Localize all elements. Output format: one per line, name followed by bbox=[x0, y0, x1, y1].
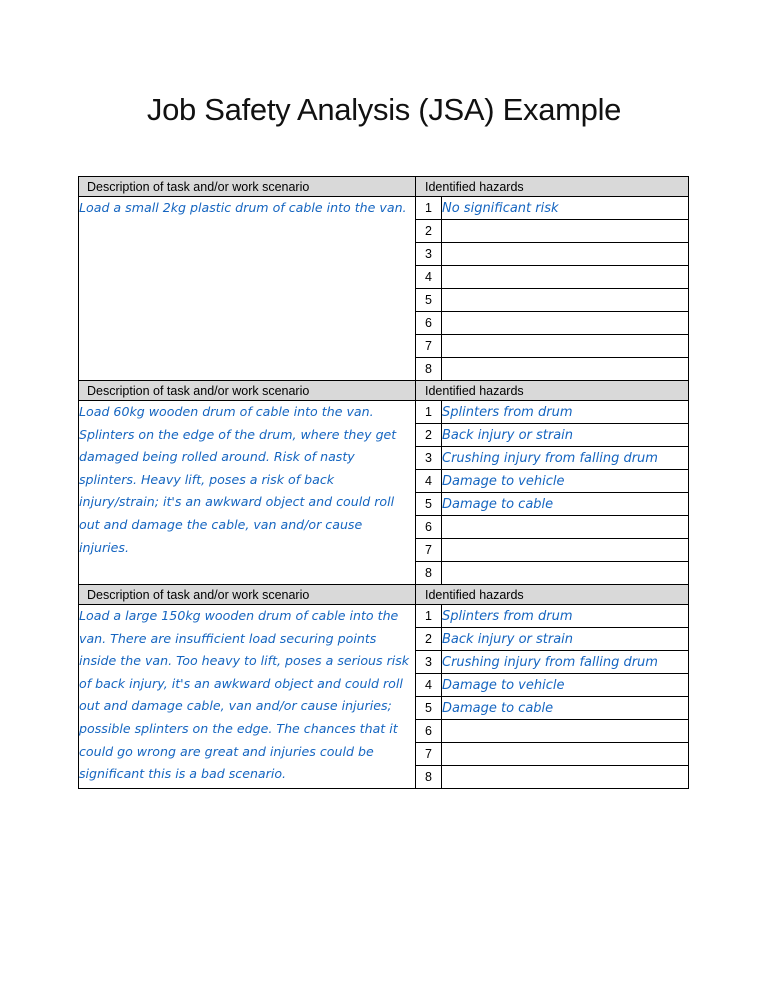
hazard-number: 5 bbox=[416, 493, 442, 516]
hazard-number: 7 bbox=[416, 335, 442, 358]
hazard-number: 8 bbox=[416, 358, 442, 381]
hazard-number: 4 bbox=[416, 470, 442, 493]
hazard-text: Splinters from drum bbox=[442, 605, 689, 628]
hazard-number: 8 bbox=[416, 766, 442, 789]
hazard-text bbox=[442, 358, 689, 381]
task-description: Load a large 150kg wooden drum of cable into the van. There are insufficient load securing points inside the van. Too heavy to lift, poses a serious risk of back injury, it's an awkward object and could roll out and damage cable, van and/or cause injuries; possible splinters on the edge. The chances that it could go wrong are great and injuries could be significant this is a bad scenario. bbox=[79, 605, 416, 789]
hazard-text: Damage to vehicle bbox=[442, 674, 689, 697]
hazard-number: 2 bbox=[416, 628, 442, 651]
hazard-text: Splinters from drum bbox=[442, 401, 689, 424]
description-header: Description of task and/or work scenario bbox=[79, 585, 416, 605]
hazards-header: Identified hazards bbox=[416, 381, 689, 401]
hazard-row bbox=[79, 605, 689, 628]
page-title: Job Safety Analysis (JSA) Example bbox=[146, 92, 622, 127]
hazard-number: 2 bbox=[416, 424, 442, 447]
hazard-text bbox=[442, 312, 689, 335]
hazard-number: 6 bbox=[416, 516, 442, 539]
hazard-number: 7 bbox=[416, 743, 442, 766]
jsa-table-body bbox=[79, 177, 689, 789]
description-header: Description of task and/or work scenario bbox=[79, 381, 416, 401]
hazard-number: 3 bbox=[416, 447, 442, 470]
hazard-number: 1 bbox=[416, 605, 442, 628]
section-header-row bbox=[79, 177, 689, 197]
jsa-table bbox=[78, 176, 689, 789]
hazard-text bbox=[442, 720, 689, 743]
hazard-number: 3 bbox=[416, 651, 442, 674]
hazards-header: Identified hazards bbox=[416, 585, 689, 605]
hazard-text: Damage to vehicle bbox=[442, 470, 689, 493]
hazard-number: 6 bbox=[416, 720, 442, 743]
hazard-row bbox=[79, 197, 689, 220]
hazard-text bbox=[442, 539, 689, 562]
hazard-number: 1 bbox=[416, 197, 442, 220]
hazard-number: 2 bbox=[416, 220, 442, 243]
hazard-text: Damage to cable bbox=[442, 493, 689, 516]
description-header: Description of task and/or work scenario bbox=[79, 177, 416, 197]
hazards-header: Identified hazards bbox=[416, 177, 689, 197]
hazard-text: Crushing injury from falling drum bbox=[442, 651, 689, 674]
hazard-number: 3 bbox=[416, 243, 442, 266]
hazard-text bbox=[442, 743, 689, 766]
hazard-text bbox=[442, 335, 689, 358]
section-header-row bbox=[79, 585, 689, 605]
hazard-row bbox=[79, 401, 689, 424]
section-header-row bbox=[79, 381, 689, 401]
hazard-number: 7 bbox=[416, 539, 442, 562]
hazard-text: No significant risk bbox=[442, 197, 689, 220]
hazard-number: 1 bbox=[416, 401, 442, 424]
hazard-number: 4 bbox=[416, 266, 442, 289]
hazard-number: 6 bbox=[416, 312, 442, 335]
hazard-text bbox=[442, 243, 689, 266]
hazard-number: 4 bbox=[416, 674, 442, 697]
hazard-text bbox=[442, 562, 689, 585]
hazard-number: 8 bbox=[416, 562, 442, 585]
task-description: Load 60kg wooden drum of cable into the van. Splinters on the edge of the drum, where they get damaged being rolled around. Risk of nasty splinters. Heavy lift, poses a risk of back injury/strain; it's an awkward object and could roll out and damage the cable, van and/or cause injuries. bbox=[79, 401, 416, 585]
hazard-text bbox=[442, 220, 689, 243]
hazard-text: Crushing injury from falling drum bbox=[442, 447, 689, 470]
hazard-text: Damage to cable bbox=[442, 697, 689, 720]
hazard-number: 5 bbox=[416, 697, 442, 720]
hazard-text bbox=[442, 266, 689, 289]
hazard-text: Back injury or strain bbox=[442, 424, 689, 447]
hazard-text bbox=[442, 766, 689, 789]
hazard-number: 5 bbox=[416, 289, 442, 312]
task-description: Load a small 2kg plastic drum of cable into the van. bbox=[79, 197, 416, 381]
hazard-text bbox=[442, 516, 689, 539]
hazard-text bbox=[442, 289, 689, 312]
hazard-text: Back injury or strain bbox=[442, 628, 689, 651]
